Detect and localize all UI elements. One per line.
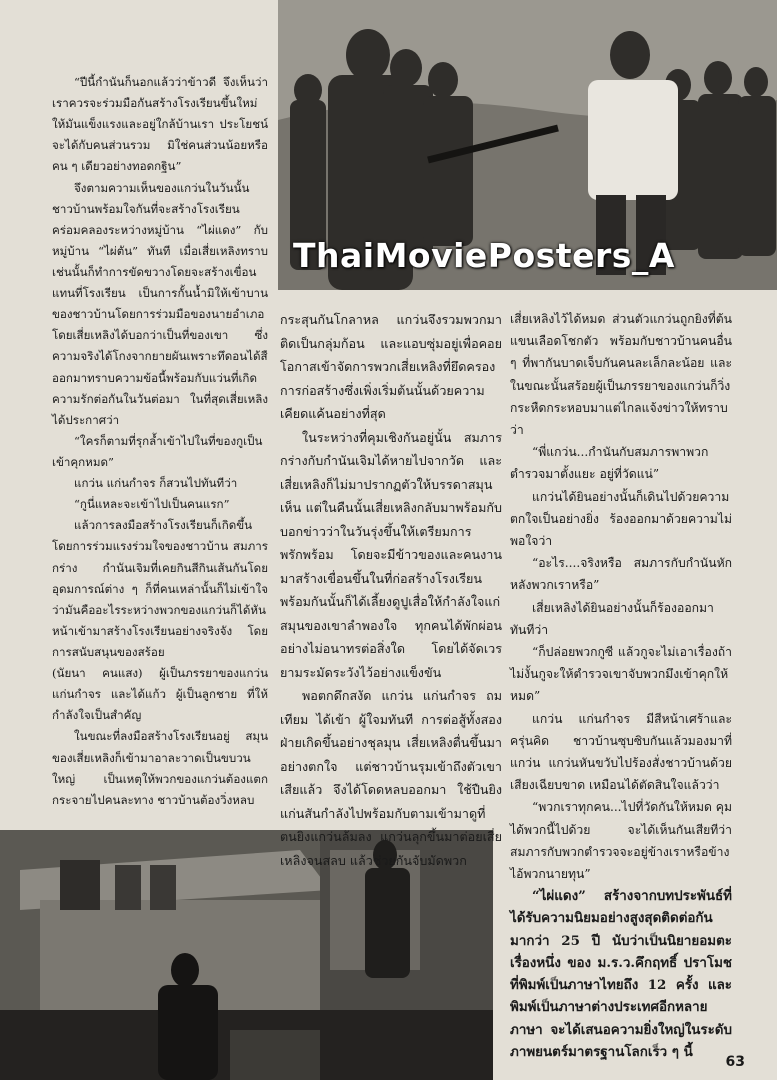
paragraph: ในระหว่างที่คุมเชิงกันอยู่นั้น สมภารกร่างกับกำนันเจิมได้หายไปจากวัด และเสี่ยเหลิงก็ไม่มาปรากฏตัวให้บรรดาสมุนเห็น แต่ในคืนนั้นเสี่ยเหลิงกลับมาพร้อมกับบอกข่าวว่าในวันรุ่งขึ้นให้เตรียมการพรักพร้อม โดยจะมีข้าวของและคนงานมาสร้างเขื่อนขึ้นในที่ก่อสร้างโรงเรียนพร้อมกันนั้นก็ได้เลี้ยงดูปูเสื่อให้กำลังใจแก่สมุนของเขาลำพองใจ ทุกคนได้พักผ่อนอย่างไม่อนาทรต่อสิ่งใด โดยได้จัดเวรยามระมัดระวังไว้อย่างแข็งขัน — [280, 429, 502, 680]
paragraph: “ใครก็ตามที่รุกล้ำเข้าไปในที่ของกูเป็นเข้าคุกหมด” — [52, 433, 263, 469]
closing-note: “ไผ่แดง” สร้างจากบทประพันธ์ที่ได้รับความนิยมอย่างสูงสุดติดต่อกันมากว่า 25 ปี นับว่าเป็นนิยายอมตะเรื่องหนึ่ง ของ ม.ร.ว.คึกฤทธิ์ ปราโมช ที่พิมพ์เป็นภาษาไทยถึง 12 ครั้ง และพิมพ์เป็นภาษาต่างประเทศอีกหลายภาษา จะได้เสนอความยิ่งใหญ่ในระดับภาพยนตร์มาตรฐานโลกเร็ว ๆ นี้ — [510, 888, 732, 1060]
paragraph: กระสุนกันโกลาหล แกว่นจึงรวมพวกมาติดเป็นกลุ่มก้อน และแอบซุ่มอยู่เพื่อคอยโอกาสเข้าจัดการพวกเสี่ยเหลิงที่ยึดครองการก่อสร้างซึ่งเพิ่งเริ่มต้นนั้นด้วยความเคียดแค้นอย่างที่สุด — [280, 312, 502, 421]
paragraph: จึงตามความเห็นของแกว่นในวันนั้น ชาวบ้านพร้อมใจกันที่จะสร้างโรงเรียนคร่อมคลองระหว่างหมู่บ้าน “ไผ่แดง” กับหมู่บ้าน “ไผ่ตัน” ทันที เมื่อเสี่ยเหลิงทราบเช่นนั้นก็ทำการขัดขวางโดยจะสร้างเขื่อนแทนที่โรงเรียน เป็นการกั้นน้ำมิให้เข้าบานของชาวบ้านโดยการร่วมมือของนายอำเภอ โดยเสี่ยเหลิงได้บอกว่าเป็นที่ของเขา ซึ่งความจริงได้โกงจากยายผันเพราะทึดอนได้สืออกมาทราบความข้อนี้พร้อมกับแว่นที่เกิดความรักต่อกันในวันต่อมา ในที่สุดเสี่ยเหลิงได้ประกาศว่า — [52, 180, 268, 427]
paragraph: เสี่ยเหลิงไว้ได้หมด ส่วนตัวแกว่นถูกยิงที่ต้นแขนเลือดโชกตัว พร้อมกับชาวบ้านคนอื่น ๆ ที่พากันบาดเจ็บกันคนละเล็กละน้อย และในขณะนั้นสร้อยผู้เป็นภรรยาของแกว่นก็วิ่งกระหืดกระหอบมาแต่ไกลแจ้งข่าวให้ทราบว่า — [510, 312, 732, 438]
paragraph: “กูนี่แหละจะเข้าไปเป็นคนแรก” — [74, 497, 230, 512]
paragraph: (นัยนา คนแสง) ผู้เป็นภรรยาของแกว่น แก่นกำจร และได้แก้ว ผู้เป็นลูกชาย ที่ให้กำลังใจเป็นสำคัญ — [52, 666, 268, 723]
paragraph: แกว่น แก่นกำจร มีสีหน้าเศร้าและครุ่นคิด ชาวบ้านซุบซิบกันแล้วมองมาที่แกว่น แกว่นหันขวับไปร้องสั่งชาวบ้านด้วยเสียงเฉียบขาด เหมือนได้ตัดสินใจแล้วว่า — [510, 711, 732, 793]
paragraph: แล้วการลงมือสร้างโรงเรียนก็เกิดขึ้นโดยการร่วมแรงร่วมใจของชาวบ้าน สมภารกร่าง กำนันเจิมที่เคยกินสีกินเส้นกันโดยอุดมการณ์ต่าง ๆ ก็ที่คนเหล่านั้นก็ไม่เข้าใจว่ามันคืออะไรระหว่างพวกของแกว่นก็ได้หันหน้าเข้ามาสร้างโรงเรียนอย่างจริงจัง โดยการสนับสนุนของสร้อย — [52, 518, 268, 659]
paragraph: “อะไร....จริงหรือ สมภารกับกำนันหักหลังพวกเราหรือ” — [510, 556, 732, 593]
paragraph: “พี่แกว่น...กำนันกับสมภารพาพวกตำรวจมาตั้งแยะ อยู่ที่วัดแน่” — [510, 445, 709, 482]
article-column-2 — [280, 308, 502, 872]
paragraph: ในขณะที่ลงมือสร้างโรงเรียนอยู่ สมุนของเสี่ยเหลิงก็เข้ามาอาละวาดเป็นขบวนใหญ่ เป็นเหตุให้พวกของแกว่นต้องแตกกระจายไปคนละทาง ชาวบ้านต้องวิ่งหลบ — [52, 729, 268, 807]
paragraph: แกว่นได้ยินอย่างนั้นก็เดินไปด้วยความตกใจเป็นอย่างยิ่ง ร้องออกมาด้วยความไม่พอใจว่า — [510, 489, 732, 549]
paragraph: “ก็ปล่อยพวกกูซี แล้วกูจะไม่เอาเรื่องถ้าไม่งั้นกูจะให้ตำรวจเขาจับพวกมึงเข้าคุกให้หมด” — [510, 645, 732, 704]
article-column-1 — [52, 72, 268, 811]
paragraph: แกว่น แก่นกำจร ก็สวนไปทันทีว่า — [74, 476, 238, 491]
paragraph: “ปีนี้กำนันก็นอกแล้วว่าข้าวดี จึงเห็นว่าเราควรจะร่วมมือกันสร้างโรงเรียนขึ้นใหม่ให้มันแข็งแรงและอยู่ใกล้บ้านเรา ประโยชน์จะได้กับคนส่วนรวม มิใช่คนส่วนน้อยหรือคน ๆ เดียวอย่างทอดกฐิน” — [52, 75, 268, 174]
watermark-text: ThaiMoviePosters_A — [293, 236, 675, 275]
paragraph: “พวกเราทุกคน...ไปที่วัดกันให้หมด คุมได้พวกนี้ไปด้วย จะได้เห็นกันเสียทีว่าสมภารกับพวกตำรวจจะอยู่ข้างเราหรือข้างไอ้พวกนายทุน” — [510, 800, 732, 882]
article-column-3 — [510, 308, 732, 1063]
paragraph: พอตกดึกสงัด แกว่น แก่นกำจร ถมเทียม ได้เข้า ผู้ใจมทันที การต่อสู้ทั้งสองฝ่ายเกิดขึ้นอย่างชุลมุน เสี่ยเหลิงตื่นขึ้นมาอย่างตกใจ แต่ชาวบ้านรุมเข้าถึงตัวเขาเสียแล้ว จึงได้โดดหลบออกมา ใช้ปืนยิงแก่นสันกำลังไปพร้อมกับตามเข้ามาดูที่ตนยิงแกว่นล้มลง แกว่นลุกขึ้นมาต่อยเสี่ยเหลิงจนสลบ แล้วช่วยกันจับมัดพวก — [280, 688, 502, 868]
page-number: 63 — [725, 1054, 745, 1070]
paragraph: เสี่ยเหลิงได้ยินอย่างนั้นก็ร้องออกมาทันทีว่า — [510, 600, 714, 637]
